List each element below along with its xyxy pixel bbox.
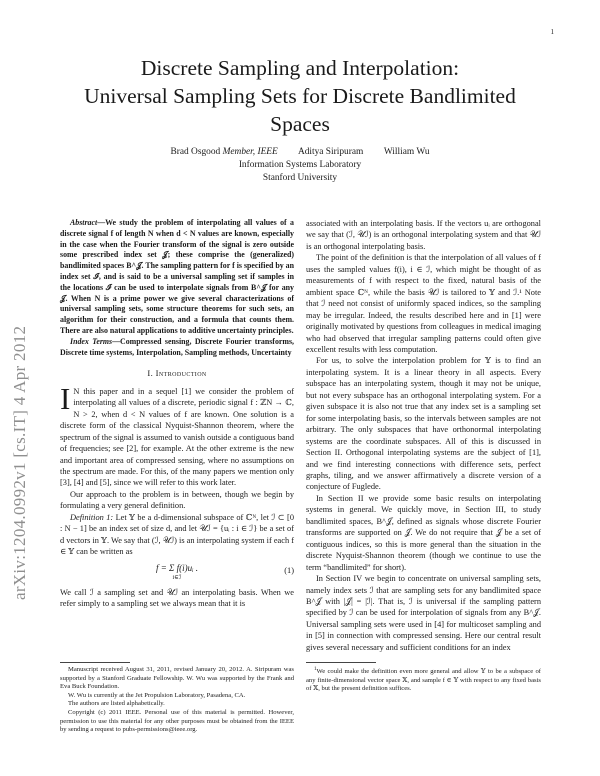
definition-1-text: Let 𝕐 be a d-dimensional subspace of ℂᴺ, let ℐ ⊂ [0 : N − 1] be an index set of size d, and let 𝒰ℐ = {uᵢ : i ∈ ℐ} be a set of d vectors in 𝕐. We say that (ℐ, 𝒰ℐ) is an interpolating system if each f ∈ 𝕐 can be written as <box>60 512 294 557</box>
definition-1-label: Definition 1: <box>70 512 114 522</box>
index-terms-lead: Index Terms <box>70 336 113 346</box>
index-terms-text: Compressed sensing, Discrete Fourier transforms, Discrete time systems, Interpolation, Sampling methods, Uncertainty <box>60 336 295 357</box>
footnote-1 <box>306 666 541 694</box>
abstract-text: We study the problem of interpolating all values of a discrete signal f of length N when d < N values are known, especially in the case when the Fourier transform of the signal is zero outside some prescribed index set 𝒥; these comprise the (generalized) bandlimited spaces B^𝒥. The sampling pattern for f is specified by an index set ℐ, and is said to be a universal sampling set if samples in the locations ℐ can be used to interpolate signals from B^𝒥 for any 𝒥. When N is a prime power we give several characterizations of universal sampling sets, some structure theorems for such sets, an algorithm for their construction, and a formula that counts them. There are also natural applications to additive uncertainty principles. <box>60 218 294 335</box>
equation-1-body: f = Σ f(i)uᵢ . <box>155 562 199 573</box>
arxiv-identifier-stamp: arXiv:1204.0992v1 [cs.IT] 4 Apr 2012 <box>10 325 29 600</box>
equation-1-subscript: i∈ℐ <box>172 574 182 581</box>
intro-paragraph-2: Our approach to the problem is in between, though we begin by formulating a very general definition. <box>60 489 294 511</box>
equation-1-number: (1) <box>284 565 294 575</box>
abstract-lead: Abstract <box>70 218 98 227</box>
equation-1 <box>60 562 294 582</box>
paper-title <box>60 54 540 138</box>
author-osgood-membership: Member, IEEE <box>222 147 278 157</box>
footnote-rule <box>60 662 130 663</box>
intro-paragraph-1-text: N this paper and in a sequel [1] we consider the problem of interpolating all values of a discrete, periodic signal f : ℤN → ℂ, N > 2, when d < N values of f are known. One solution is a discrete form of the classical Nyquist-Shannon theorem, where the spectrum of the signal is assumed to vanish outside a contiguous band of frequencies; see [2], for example. At the other extreme is the new and important area of compressed sensing, where no assumptions on the spectrum are made. For this, of the many papers we mention only [3], [4] and [5], since we will refer to this work later. <box>60 386 294 488</box>
title-line-3: Spaces <box>270 112 330 136</box>
footnote-rule-right <box>306 662 376 663</box>
footnote-jpl: W. Wu is currently at the Jet Propulsion Laboratory, Pasadena, CA. <box>68 691 246 699</box>
footnotes-right <box>306 662 541 694</box>
footnote-1-mark: 1 <box>314 667 317 672</box>
title-line-2: Universal Sampling Sets for Discrete Bandlimited <box>84 84 516 108</box>
author-siripuram: Aditya Siripuram <box>297 147 364 157</box>
right-paragraph-4: In Section II we provide some basic results on interpolating systems in general. We quickly move, in Section III, to study bandlimited spaces, B^𝒥, defined as signals whose discrete Fourier transforms are supported on 𝒥. We do not require that 𝒥 be a set of contiguous indices, so this is more general than the situation in the discrete Nyquist-Shannon theorem (though we continue to use the term “bandlimited” for short). <box>306 493 541 572</box>
affiliation-lab: Information Systems Laboratory <box>238 160 362 170</box>
section-heading-introduction: I. Introduction <box>147 368 207 379</box>
right-paragraph-2: The point of the definition is that the interpolation of all values of f uses the sampled values f(i), i ∈ ℐ, which might be thought of as measurements of f with respect to the fixed, natural basis of the ambient space ℂᴺ, while the basis 𝒰ℐ is tailored to 𝕐 and ℐ.¹ Note that ℐ need not consist of uniformly spaced indices, so the sampling may be irregular. Indeed, the results described here and in [1] were originally motivated by questions from colleagues in medical imaging who had observed that irregular sampling patterns could often give excellent results with less computation. <box>306 253 541 354</box>
footnote-1-text: We could make the definition even more general and allow 𝕐 to be a subspace of any finite-dimensional vector space 𝕏, and sample f ∈ 𝕐 with respect to any fixed basis of 𝕏, but the present definition suffices. <box>306 668 541 693</box>
affiliation-university: Stanford University <box>262 173 338 183</box>
footnote-alphabetical: The authors are listed alphabetically. <box>68 700 165 708</box>
right-paragraph-3: For us, to solve the interpolation problem for 𝕐 is to find an interpolating system. It is a linear theory in all aspects. Every subspace has an interpolating system, though it may not be unique, but not every subspace has an orthogonal interpolating system. For a given subspace it is also not true that any index set is a sampling set for some interpolating basis, so the intervals between samples are not arbitrary. The only subspaces that have orthonormal interpolating systems are the coordinate subspaces. All of this is discussed in Section II. Orthogonal interpolating systems are the subject of [1], and we find interesting connections with difference sets, perfect graphs, tiling, and we answer affirmatively a discrete version of a conjecture of Fuglede. <box>306 356 541 492</box>
right-paragraph-5: In Section IV we begin to concentrate on universal sampling sets, namely index sets ℐ that are sampling sets for any bandlimited space B^𝒥 with |𝒥| = |ℐ|. That is, ℐ is universal if the sampling pattern specified by ℐ can be used for interpolation of signals from any B^𝒥. Universal sampling sets were used in [4] for multicoset sampling and in [5] in connection with compressed sensing. Here our central result gives several necessary and sufficient conditions for an index <box>306 574 541 652</box>
abstract <box>60 218 294 337</box>
intro-paragraph-1 <box>60 380 294 489</box>
index-terms <box>60 337 294 359</box>
left-column <box>60 218 294 610</box>
intro-paragraph-3: We call ℐ a sampling set and 𝒰ℐ an interpolating basis. When we refer simply to a sampling set we always mean that it is <box>60 587 294 609</box>
right-paragraph-1: associated with an interpolating basis. If the vectors uᵢ are orthogonal we say that (ℐ, 𝒰ℐ) is an orthogonal interpolating system and that 𝒰ℐ is an orthogonal interpolating basis. <box>306 219 541 251</box>
title-line-1: Discrete Sampling and Interpolation: <box>140 56 460 80</box>
abstract-dash: — <box>97 218 106 227</box>
footnote-manuscript: Manuscript received August 31, 2011, revised January 20, 2012. A. Siripuram was supported by a Stanford Graduate Fellowship. W. Wu was supported by the Frank and Eva Buck Foundation. <box>60 666 294 691</box>
footnotes-left <box>60 662 294 735</box>
author-line <box>60 146 540 159</box>
footnote-copyright: Copyright (c) 2011 IEEE. Personal use of this material is permitted. However, permission to use this material for any other purposes must be obtained from the IEEE by sending a request to pubs-permissions@ieee.org. <box>60 708 294 734</box>
page-number: 1 <box>550 28 554 36</box>
author-wu: William Wu <box>383 147 430 157</box>
index-terms-dash: — <box>112 336 121 346</box>
right-column <box>306 218 541 653</box>
drop-cap: I <box>60 380 71 416</box>
author-block <box>60 146 540 185</box>
author-osgood: Brad Osgood <box>170 147 221 157</box>
definition-1 <box>60 512 294 558</box>
